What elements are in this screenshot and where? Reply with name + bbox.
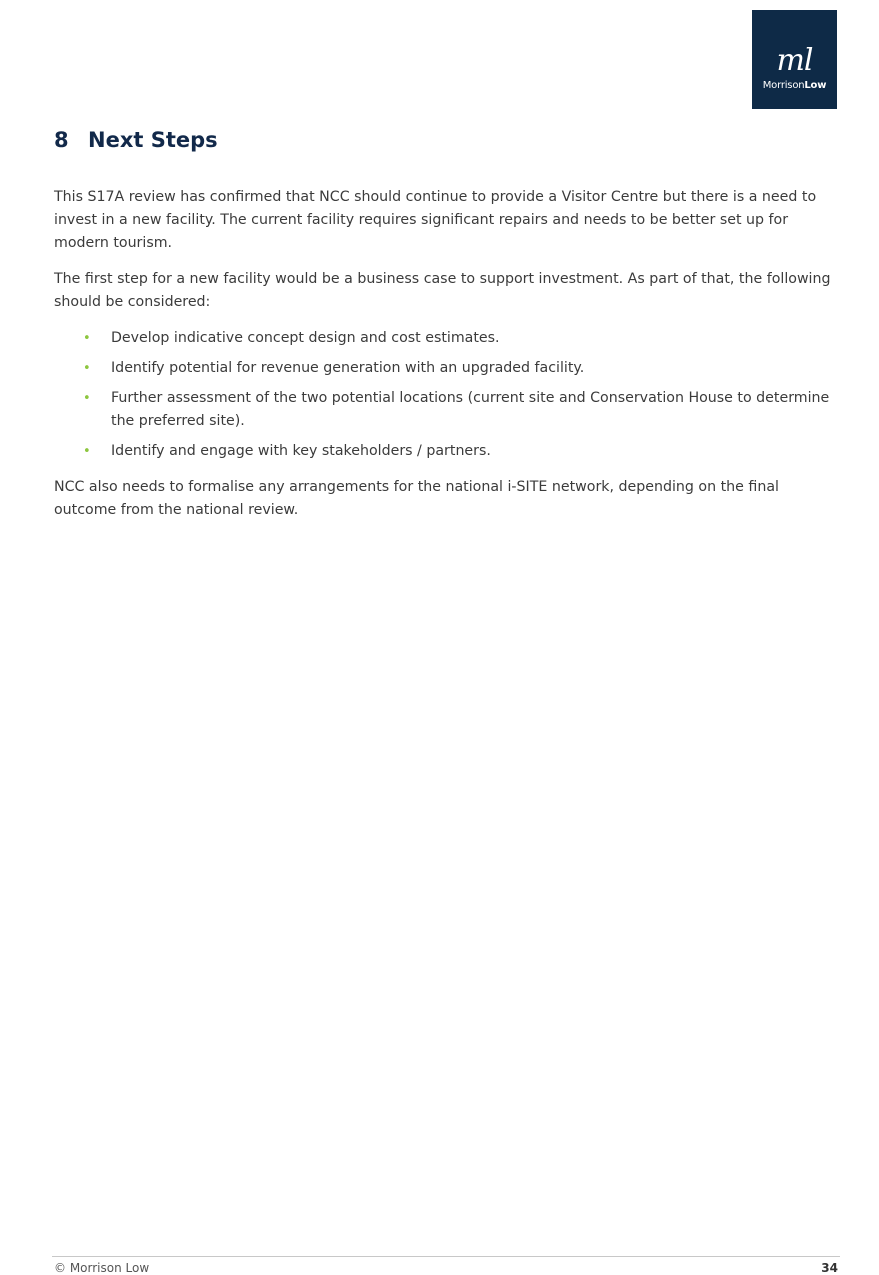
list-item-text: Identify and engage with key stakeholders / partners. bbox=[111, 443, 491, 459]
bullet-icon: • bbox=[83, 361, 91, 376]
logo-wordmark bbox=[752, 80, 837, 92]
page-number: 34 bbox=[821, 1261, 838, 1275]
morrison-low-logo bbox=[752, 10, 837, 109]
logo-word-bold: Low bbox=[804, 80, 827, 91]
list-item bbox=[54, 387, 844, 433]
closing-paragraph: NCC also needs to formalise any arrangements for the national i-SITE network, depending on the final outcome from the national review. bbox=[54, 479, 779, 518]
list-item-text: Further assessment of the two potential locations (current site and Conservation House to determine the preferred site). bbox=[111, 390, 830, 429]
intro-paragraph: This S17A review has confirmed that NCC should continue to provide a Visitor Centre but there is a need to invest in a new facility. The current facility requires significant repairs and needs to be better set up for modern tourism. bbox=[54, 189, 817, 251]
section-number: 8 bbox=[54, 128, 69, 152]
list-item bbox=[54, 357, 844, 380]
logo-word-regular: Morrison bbox=[762, 80, 805, 91]
list-item bbox=[54, 327, 844, 350]
logo-monogram: ml bbox=[776, 43, 813, 78]
list-item-text: Develop indicative concept design and cost estimates. bbox=[111, 330, 500, 346]
bullet-icon: • bbox=[83, 391, 91, 406]
bullet-icon: • bbox=[83, 331, 91, 346]
bullet-icon: • bbox=[83, 444, 91, 459]
business-case-paragraph: The first step for a new facility would be a business case to support investment. As part of that, the following should be considered: bbox=[54, 271, 831, 310]
footer-divider bbox=[52, 1256, 840, 1257]
section-heading bbox=[54, 126, 218, 154]
body-content bbox=[54, 186, 844, 535]
considerations-list bbox=[54, 327, 844, 463]
footer-copyright: © Morrison Low bbox=[54, 1261, 150, 1275]
section-title: Next Steps bbox=[88, 128, 218, 152]
list-item bbox=[54, 440, 844, 463]
list-item-text: Identify potential for revenue generation with an upgraded facility. bbox=[111, 360, 585, 376]
